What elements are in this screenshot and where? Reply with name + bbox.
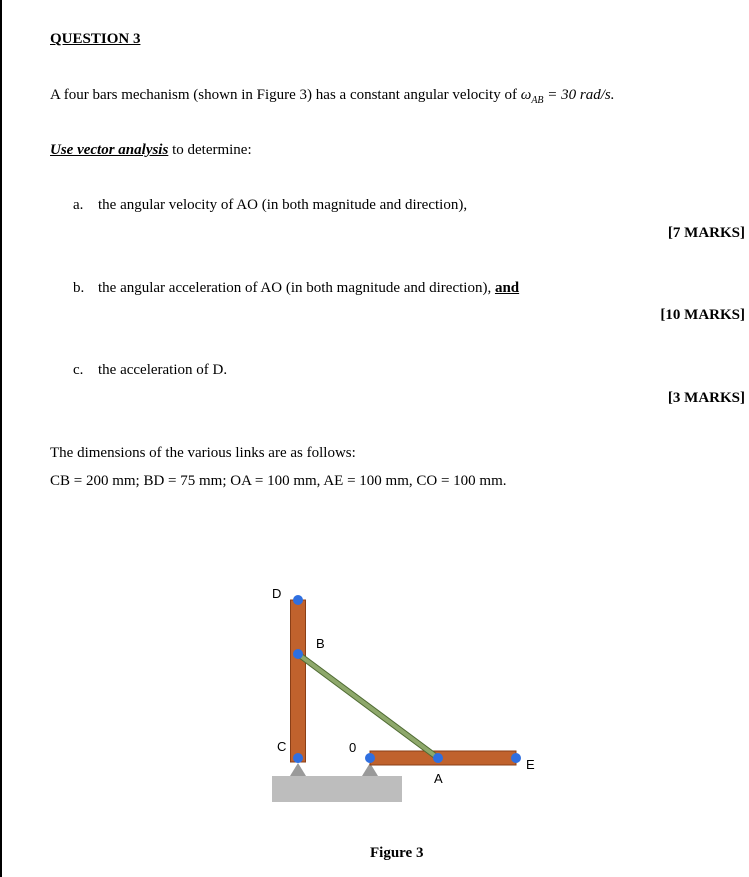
joint-b <box>293 649 303 659</box>
part-c-letter: c. <box>73 362 84 378</box>
dimensions-values: CB = 200 mm; BD = 75 mm; OA = 100 mm, AE = 100 mm, CO = 100 mm. <box>50 473 507 489</box>
label-a: A <box>434 771 443 786</box>
support-c <box>290 763 306 776</box>
method-emphasis: Use vector analysis <box>50 142 169 158</box>
part-b-marks: [10 MARKS] <box>660 307 745 323</box>
part-b-and: and <box>494 280 520 296</box>
joint-a <box>433 753 443 763</box>
omega-value: = 30 rad/s. <box>543 87 615 103</box>
joint-e <box>511 753 521 763</box>
joint-c <box>293 753 303 763</box>
part-a-text: the angular velocity of AO (in both magnitude and direction), <box>98 197 468 213</box>
method-rest: to determine: <box>168 142 252 158</box>
ground-block <box>272 776 402 802</box>
part-b-letter: b. <box>73 280 85 296</box>
label-o: 0 <box>349 740 357 755</box>
part-a-letter: a. <box>73 197 84 213</box>
label-c: C <box>277 739 287 754</box>
dimensions-title: The dimensions of the various links are as follows: <box>50 445 356 461</box>
label-b: B <box>316 636 325 651</box>
intro-text: A four bars mechanism (shown in Figure 3) has a constant angular velocity of <box>50 87 517 103</box>
label-e: E <box>526 757 535 772</box>
omega-symbol: ω <box>520 87 532 103</box>
question-heading: QUESTION 3 <box>50 31 141 47</box>
link-cd <box>291 600 306 762</box>
part-a-marks: [7 MARKS] <box>667 225 745 241</box>
coupler-ba <box>298 654 438 758</box>
part-b-text: the angular acceleration of AO (in both magnitude and direction), <box>98 280 492 296</box>
figure-caption: Figure 3 <box>370 845 424 861</box>
joint-o <box>365 753 375 763</box>
part-c-marks: [3 MARKS] <box>667 390 745 406</box>
joint-d <box>293 595 303 605</box>
part-c-text: the acceleration of D. <box>98 362 228 378</box>
omega-subscript: AB <box>531 95 544 106</box>
label-d: D <box>272 586 282 601</box>
